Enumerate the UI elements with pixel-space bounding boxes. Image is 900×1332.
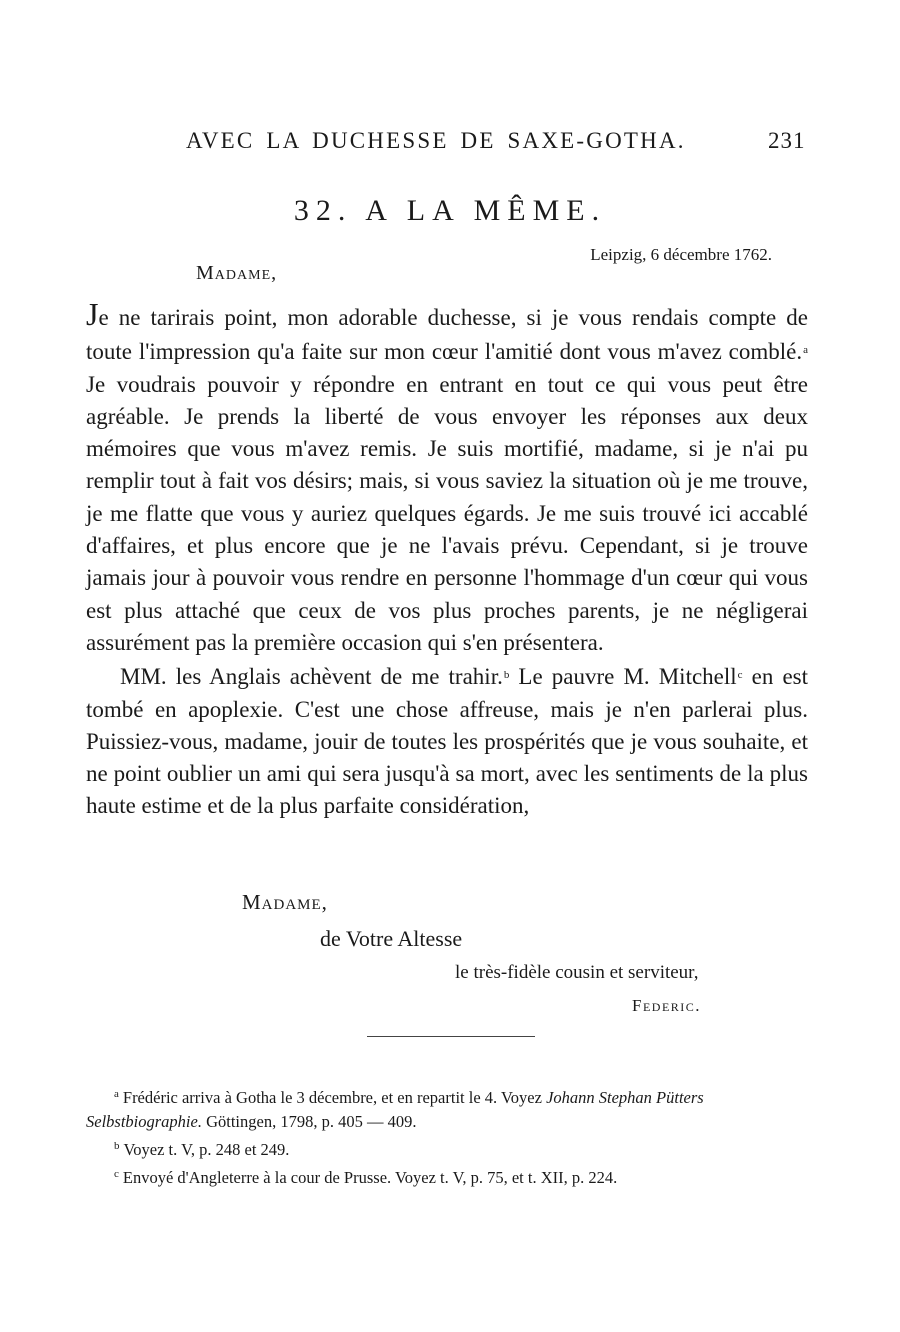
footnote-a-text-end: Göttingen, 1798, p. 405 — 409. — [201, 1112, 417, 1131]
paragraph-2 — [86, 659, 808, 822]
paragraph-1-text: Je ne tarirais point, mon adorable duchesse, si je vous rendais compte de toute l'impression qu'a faite sur mon cœur l'amitié dont vous m'avez comblé. — [86, 296, 808, 365]
salutation: Madame, — [196, 262, 278, 284]
page-number: 231 — [768, 128, 806, 153]
footnote-mark-b: b — [114, 1140, 120, 1152]
place-date: Leipzig, 6 décembre 1762. — [590, 245, 772, 264]
running-head: AVEC LA DUCHESSE DE SAXE-GOTHA. — [186, 128, 686, 153]
footnotes — [86, 1082, 814, 1190]
footnote-divider — [367, 1036, 535, 1037]
footnote-b — [86, 1134, 814, 1162]
footnote-b-text: Voyez t. V, p. 248 et 249. — [123, 1140, 290, 1159]
footnote-c-text: Envoyé d'Angleterre à la cour de Prusse. Voyez t. V, p. 75, et t. XII, p. 224. — [122, 1168, 618, 1187]
footnote-mark-c: c — [114, 1168, 119, 1180]
footnote-ref-c[interactable]: c — [737, 669, 743, 682]
footnote-mark-a: a — [114, 1088, 119, 1100]
footnote-a-title: Johann Stephan Pütters Selbstbiographie. — [86, 1088, 704, 1131]
signature: Federic. — [632, 996, 702, 1015]
paragraph-2-text-mid: Le pauvre M. Mitchell — [509, 664, 737, 690]
letter-title: 32. A LA MÊME. — [293, 194, 607, 227]
paragraph-2-text: MM. les Anglais achèvent de me trahir. — [120, 664, 503, 690]
footnote-ref-a[interactable]: a — [803, 344, 808, 357]
closing-salutation: Madame, — [242, 890, 328, 914]
paragraph-2-text-end: en est tombé en apoplexie. C'est une chose affreuse, mais je n'en parlerai plus. Puissiez-vous, madame, jouir de toutes les prospérités que je vous souhaite, et ne point oublier un ami qui sera jusqu'à sa mort, avec les sentiments de la plus haute estime et de la plus parfaite considération, — [86, 664, 808, 819]
closing-formula: le très-fidèle cousin et serviteur, — [455, 962, 699, 983]
closing-line: de Votre Altesse — [320, 926, 463, 951]
footnote-a-text: Frédéric arriva à Gotha le 3 décembre, et en repartit le 4. Voyez — [122, 1088, 547, 1107]
paragraph-1-text-cont: Je voudrais pouvoir y répondre en entrant en tout ce qui vous peut être agréable. Je prends la liberté de vous envoyer les réponses aux deux mémoires que vous m'avez remis. Je suis mortifié, madame, si je n'ai pu remplir tout à fait vos désirs; mais, si vous saviez la situation où je me trouve, je me flatte que vous y auriez quelques égards. Je me suis trouvé ici accablé d'affaires, et plus encore que je ne l'avais prévu. Cependant, si je trouve jamais jour à pouvoir vous rendre en personne l'hommage d'un cœur qui vous est plus attaché que ceux de vos plus proches parents, je ne négligerai assurément pas la première occasion qui s'en présentera. — [86, 371, 808, 655]
footnote-c — [86, 1162, 814, 1190]
footnote-ref-b[interactable]: b — [503, 669, 510, 682]
letter-body — [86, 298, 808, 823]
footnote-a — [86, 1082, 814, 1134]
paragraph-1 — [86, 298, 808, 659]
